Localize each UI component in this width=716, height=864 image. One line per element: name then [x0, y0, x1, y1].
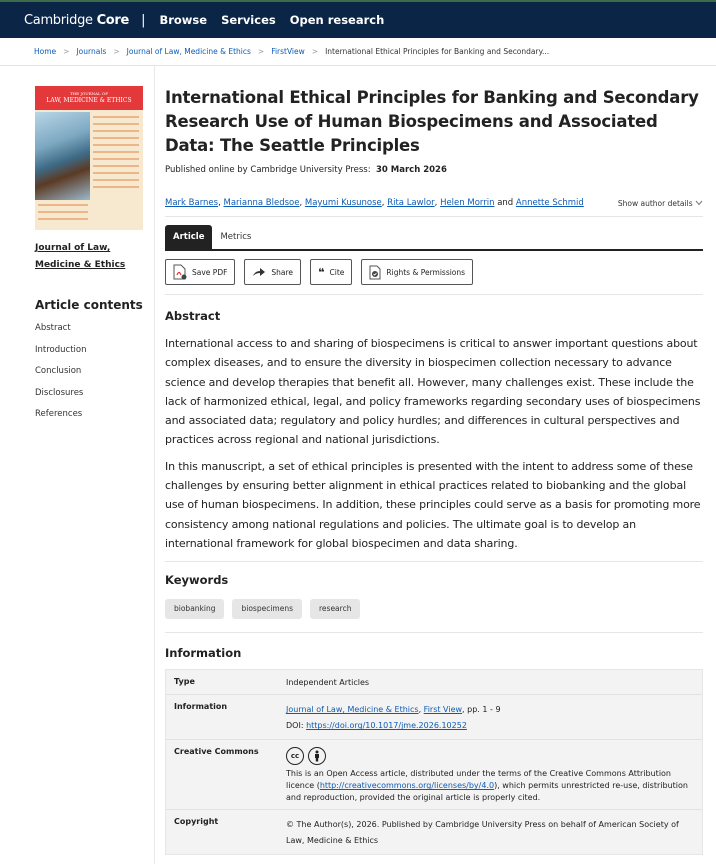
author-link[interactable]: Mayumi Kusunose — [304, 198, 382, 208]
breadcrumb-separator: > — [311, 47, 319, 56]
info-row-information — [166, 695, 702, 740]
first-view-link[interactable]: First View — [423, 705, 463, 715]
info-row-copyright — [166, 810, 702, 854]
doi-prefix: DOI: — [286, 721, 304, 731]
author-sep: , — [381, 198, 385, 208]
contents-item-abstract[interactable]: Abstract — [35, 323, 71, 333]
information-table — [165, 669, 703, 855]
article-actions — [165, 259, 703, 285]
keywords-heading: Keywords — [165, 573, 229, 588]
info-value — [286, 745, 694, 804]
author-link[interactable]: Rita Lawlor — [387, 198, 435, 208]
published-date: 30 March 2026 — [376, 165, 447, 175]
author-link[interactable]: Marianna Bledsoe — [223, 198, 300, 208]
show-author-details-toggle[interactable] — [618, 199, 703, 208]
info-label: Copyright — [174, 817, 219, 827]
divider — [165, 216, 703, 217]
cover-toc-lines — [93, 116, 139, 193]
breadcrumb-home[interactable]: Home — [34, 47, 57, 56]
nav-browse[interactable]: Browse — [159, 13, 208, 27]
contents-item-references[interactable]: References — [35, 409, 83, 419]
journal-cover-image[interactable] — [35, 86, 143, 230]
logo-separator: | — [141, 12, 146, 28]
cover-line2: LAW, MEDICINE & ETHICS — [46, 96, 132, 104]
info-label: Information — [174, 702, 228, 712]
contents-item-disclosures[interactable]: Disclosures — [35, 387, 84, 398]
rights-permissions-label: Rights & Permissions — [386, 267, 466, 277]
article-tabs — [165, 225, 703, 251]
sidebar-divider — [154, 66, 155, 864]
keyword-chip[interactable]: biobanking — [165, 599, 224, 619]
nav-open-research[interactable]: Open research — [289, 13, 385, 27]
share-label: Share — [271, 267, 294, 277]
breadcrumb — [0, 38, 716, 66]
rights-permissions-button[interactable] — [361, 259, 473, 285]
abstract-section — [165, 309, 703, 553]
cover-masthead — [35, 86, 143, 110]
cc-license-link[interactable]: http://creativecommons.org/licenses/by/4.0 — [319, 781, 495, 791]
cover-line1: THE JOURNAL OF — [70, 91, 108, 96]
keyword-chip[interactable]: biospecimens — [232, 599, 302, 619]
article-title: International Ethical Principles for Banking and Secondary Research Use of Human Biospecimens and Associated Data: The Seattle Principles — [165, 88, 699, 155]
authors-row — [165, 198, 703, 208]
info-value: Independent Articles — [286, 678, 370, 688]
cover-toc-lines-bottom — [38, 204, 88, 225]
contents-item-conclusion[interactable]: Conclusion — [35, 366, 82, 376]
cc-license-icons[interactable] — [286, 747, 694, 765]
article-contents-list — [35, 321, 143, 429]
info-label: Creative Commons — [174, 747, 259, 757]
cite-label: Cite — [329, 267, 345, 277]
cc-text-before: This is an Open Access article, distributed under the terms of the Creative Commons Attribution licence ( — [286, 769, 671, 791]
pages-text: , pp. 1 - 9 — [462, 705, 501, 715]
logo-text-light: Cambridge — [24, 12, 93, 28]
keyword-chip[interactable]: research — [310, 599, 360, 619]
breadcrumb-separator: > — [113, 47, 120, 56]
divider — [165, 294, 703, 295]
journal-link-info[interactable]: Journal of Law, Medicine & Ethics — [286, 705, 419, 715]
author-sep: , — [299, 198, 303, 208]
share-icon — [252, 267, 266, 277]
tab-metrics[interactable]: Metrics — [220, 232, 252, 242]
nav-services[interactable]: Services — [221, 13, 276, 27]
breadcrumb-firstview[interactable]: FirstView — [271, 47, 305, 56]
cover-photo — [35, 112, 90, 200]
breadcrumb-current: International Ethical Principles for Banking and Secondary... — [325, 47, 550, 56]
info-row-creative-commons — [166, 740, 702, 810]
creative-commons-icon: cc — [286, 747, 304, 765]
logo-text-bold: Core — [96, 12, 130, 28]
show-author-details-label: Show author details — [617, 198, 693, 208]
save-pdf-button[interactable] — [165, 259, 235, 285]
comma: , — [418, 705, 424, 715]
abstract-paragraph: In this manuscript, a set of ethical principles is presented with the intent to address some of these challenges by ensuring better alignment in ethical practices related to biobanking and the global use of human biospecimens. In addition, these principles could serve as a basis for promoting more consistency among national regulations and policies. The ultimate goal is to develop an international framework for global biospecimen and data sharing. — [165, 459, 701, 550]
published-prefix: Published online by Cambridge University Press: — [165, 165, 371, 175]
author-link[interactable]: Annette Schmid — [515, 198, 584, 208]
chevron-down-icon — [695, 199, 703, 208]
save-pdf-label: Save PDF — [192, 267, 228, 277]
doi-link[interactable]: https://doi.org/10.1017/jme.2026.10252 — [306, 721, 467, 731]
journal-link[interactable]: Journal of Law, Medicine & Ethics — [35, 243, 126, 270]
breadcrumb-journal[interactable]: Journal of Law, Medicine & Ethics — [126, 47, 251, 56]
author-sep: , — [218, 198, 221, 208]
author-link[interactable]: Helen Morrin — [440, 198, 495, 208]
author-list — [165, 198, 584, 208]
cc-text-after: ), which permits unrestricted re-use, distribution and reproduction, provided the original article is properly cited. — [286, 781, 688, 803]
divider — [165, 561, 703, 562]
published-info — [165, 165, 703, 175]
information-section — [165, 646, 703, 855]
keyword-list — [165, 599, 703, 619]
breadcrumb-separator: > — [63, 47, 70, 56]
top-nav-bar — [0, 0, 716, 38]
info-value — [286, 700, 694, 734]
share-button[interactable] — [244, 259, 301, 285]
attribution-icon — [308, 747, 326, 765]
breadcrumb-separator: > — [257, 47, 265, 56]
author-link[interactable]: Mark Barnes — [165, 198, 219, 208]
author-sep: , — [434, 198, 438, 208]
contents-item-introduction[interactable]: Introduction — [35, 344, 87, 355]
sidebar — [35, 86, 143, 429]
abstract-heading: Abstract — [165, 309, 221, 323]
information-heading: Information — [165, 646, 242, 661]
tab-article[interactable]: Article — [165, 225, 212, 249]
info-value: © The Author(s), 2026. Published by Cambridge University Press on behalf of American Society of Law, Medicine & Ethics — [286, 820, 679, 846]
pdf-icon — [173, 264, 187, 280]
article-main — [165, 86, 703, 855]
info-label: Type — [174, 677, 195, 687]
info-row-type — [166, 670, 702, 695]
breadcrumb-journals[interactable]: Journals — [76, 47, 107, 56]
article-contents-heading: Article contents — [35, 298, 143, 312]
cc-license-text — [286, 768, 694, 804]
cambridge-core-logo[interactable] — [24, 13, 129, 28]
keywords-section — [165, 573, 703, 619]
rights-icon — [369, 265, 381, 280]
cite-button[interactable] — [310, 259, 352, 285]
abstract-paragraph: International access to and sharing of biospecimens is critical to answer important questions about complex diseases, and to ensure the diversity in biospecimen collection necessary to advance science and develop therapies that benefit all. However, many challenges exist. These include the lack of harmonized ethical, legal, and policy frameworks regarding secondary uses of biospecimens and associated data; regulatory and policy hurdles; and differences in cultural perspectives and practices across regional and national jurisdictions. — [165, 337, 701, 447]
quote-icon: ❝ — [318, 265, 325, 279]
author-and: and — [497, 198, 514, 208]
divider — [165, 632, 703, 633]
